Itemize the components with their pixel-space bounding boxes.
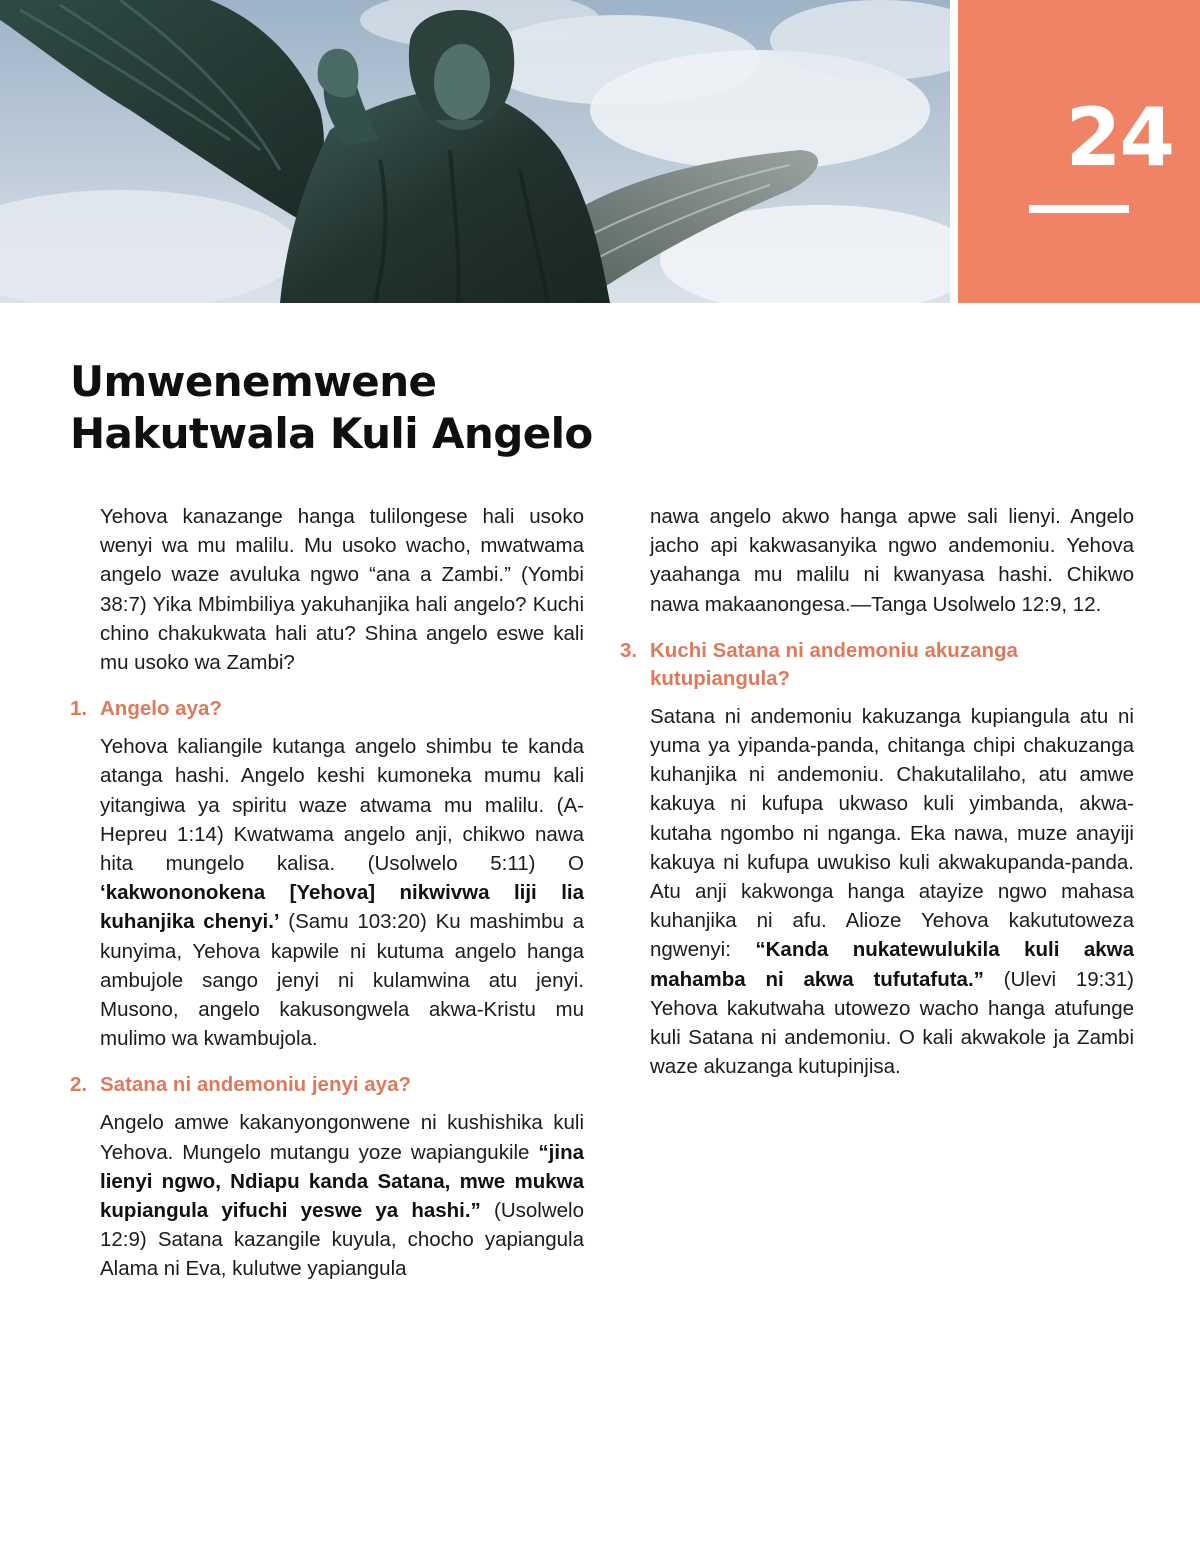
answer-1-text-b: (Samu 103:20) Ku mashimbu a kunyima, Yehova kapwile ni kutuma angelo hanga ambujole sango jenyi ni kulamwina atu jenyi. Musono, angelo kakusongwela akwa-Kristu mu mulimo wa kwambujola.: [100, 910, 584, 1051]
left-column: [70, 502, 584, 1284]
question-3-text: Kuchi Satana ni andemoniu akuzanga kutupiangula?: [650, 638, 1018, 690]
hero-image-angel-statue: [0, 0, 950, 303]
answer-1-paragraph: [100, 732, 584, 1053]
answer-1-text-a: Yehova kaliangile kutanga angelo shimbu te kanda atanga hashi. Angelo keshi kumoneka mumu kali yitangiwa ya spiritu waze atwama mu malilu. (A-Hepreu 1:14) Kwatwama angelo anji, chikwo nawa hita mungelo kalisa. (Usolwelo 5:11) O: [100, 735, 584, 876]
right-column: [620, 502, 1134, 1081]
page-title: [70, 356, 593, 460]
lesson-number-underline: [1029, 205, 1129, 213]
question-2-text: Satana ni andemoniu jenyi aya?: [100, 1073, 412, 1097]
lesson-number: 24: [1065, 91, 1173, 184]
answer-2-bold-quote: “jina lienyi ngwo, Ndiapu kanda Satana, mwe mukwa kupiangula yifuchi yeswe ya hashi.”: [100, 1140, 584, 1223]
page-title-line-2: Hakutwala Kuli Angelo: [70, 409, 593, 458]
answer-2-paragraph: [100, 1108, 584, 1283]
answer-3-text-a: Satana ni andemoniu kakuzanga kupiangula atu ni yuma ya yipanda-panda, chitanga chipi chakuzanga kuhanjika ni andemoniu. Chakutalilaho, atu amwe kakuya ni kufupa ukwaso kuli yimbanda, akwa-kutaha ngombo ni nganga. Eka nawa, muze anayiji kakuya ni kufupa uwukiso kuli akwakupanda-panda. Atu anji kakwonga hanga atayize ngwo mahasa kuhanjika ni afu. Alioze Yehova kakututoweza ngwenyi:: [650, 704, 1134, 962]
lesson-number-box: [958, 0, 1200, 303]
answer-3-text-b: (Ulevi 19:31) Yehova kakutwaha utowezo wacho hanga atufunge kuli Satana ni andemoniu. O kali akwakole ja Zambi waze akuzanga kutupinjisa.: [650, 967, 1134, 1079]
question-1: [70, 695, 584, 723]
question-1-text: Angelo aya?: [100, 697, 222, 721]
question-3-number: 3.: [620, 638, 638, 662]
question-1-number: 1.: [70, 697, 88, 721]
question-2: [70, 1071, 584, 1099]
answer-3-bold-quote: “Kanda nukatewulukila kuli akwa mahamba ni akwa tufutafuta.”: [650, 938, 1135, 991]
answer-3-paragraph: [650, 702, 1134, 1082]
answer-2-text-b: (Usolwelo 12:9) Satana kazangile kuyula, chocho yapiangula Alama ni Eva, kulutwe yapiangula: [100, 1199, 584, 1281]
page-title-line-1: Umwenemwene: [70, 357, 437, 406]
question-2-number: 2.: [70, 1073, 88, 1097]
question-3: [620, 637, 1134, 693]
answer-2-continued-paragraph: nawa angelo akwo hanga apwe sali lienyi. Angelo jacho api kakwasanyika ngwo andemoniu. Yehova yaahanga mu malilu ni kwanyasa hashi. Chikwo nawa makaanongesa.—Tanga Usolwelo 12:9, 12.: [650, 505, 1134, 616]
answer-2-text-a: Angelo amwe kakanyongonwene ni kushishika kuli Yehova. Mungelo mutangu yoze wapiangukile: [100, 1111, 584, 1164]
answer-1-bold-quote: ‘kakwononokena [Yehova] nikwivwa liji lia kuhanjika chenyi.’: [100, 881, 584, 934]
intro-paragraph: Yehova kanazange hanga tulilongese hali usoko wenyi wa mu malilu. Mu usoko wacho, mwatwama angelo waze avuluka ngwo “ana a Zambi.” (Yombi 38:7) Yika Mbimbiliya yakuhanjika hali angelo? Kuchi chino chakukwata hali atu? Shina angelo eswe kali mu usoko wa Zambi?: [100, 505, 584, 675]
